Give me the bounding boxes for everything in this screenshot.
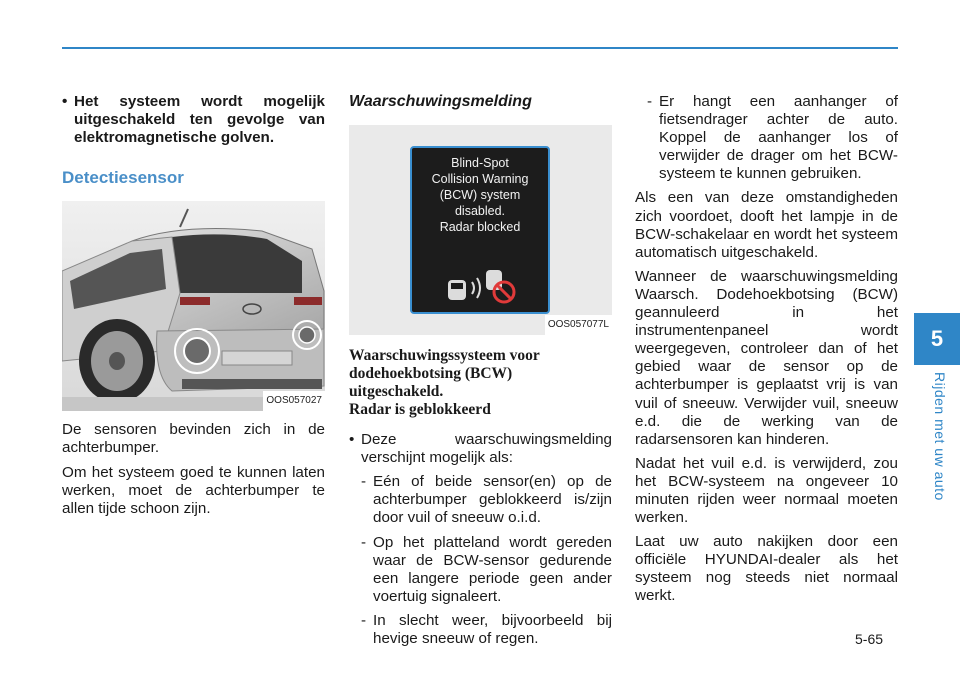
column-right [635,93,898,612]
column-middle [349,93,612,654]
column-left [62,93,325,524]
paragraph-keep-clean: Om het systeem goed te kunnen laten werken, moet de achterbumper te allen tijde schoon zijn. [62,463,325,517]
bcw-disabled-heading: Waarschuwingssysteem voor dodehoekbotsing (BCW) uitgeschakeld. Radar is geblokkeerd [349,347,540,419]
dash-item-countryside: - Op het platteland wordt gereden waar de BCW-sensor gedurende een langere periode geen ander voertuig signaleert. [361,533,612,605]
figure-code: OOS057027 [263,391,325,411]
paragraph-sensor-location: De sensoren bevinden zich in de achterbumper. [62,421,325,457]
cluster-warning-screen [410,146,550,314]
dash-item-bad-weather: - In slecht weer, bijvoorbeeld bij hevige sneeuw of regen. [361,611,612,648]
figure-code: OOS057077L [545,315,612,335]
chapter-tab: 5 [914,313,960,365]
sensor-figure [62,201,325,411]
paragraph-resume: Nadat het vuil e.d. is verwijderd, zou het BCW-systeem na ongeveer 10 minuten rijden weer normaal moeten werken. [635,454,898,527]
section-heading-detectiesensor: Detectiesensor [62,168,184,188]
paragraph-dealer: Laat uw auto nakijken door een officiële HYUNDAI-dealer als het systeem nog steeds niet normaal werkt. [635,533,898,605]
bcw-blocked-icon [442,266,522,306]
top-rule [62,47,898,49]
section-heading-waarschuwing: Waarschuwingsmelding [349,93,532,110]
warning-figure [349,125,612,335]
paragraph-auto-disable: Als een van deze omstandigheden zich voordoet, dooft het lampje in de BCW-schakelaar en wordt het systeem automatisch uitgeschakeld. [635,189,898,261]
bullet-em-waves: • Het systeem wordt mogelijk uitgeschakeld ten gevolge van elektromagnetische golven. [62,93,325,147]
chapter-title: Rijden met uw auto [932,372,948,501]
page-number: 5-65 [855,631,884,647]
dash-item-sensor-blocked: - Eén of beide sensor(en) op de achterbumper geblokkeerd is/zijn door vuil of sneeuw o.i.d. [361,473,612,527]
car-rear-illustration [62,201,325,411]
dash-item-trailer: - Er hangt een aanhanger of fietsendrager achter de auto. Koppel de aanhanger los of verwijder de drager om het BCW-systeem te kunnen gebruiken. [647,93,898,183]
bullet-text: Het systeem wordt mogelijk uitgeschakeld ten gevolge van elektromagnetische golven. [74,93,325,147]
bullet-text: Deze waarschuwingsmelding verschijnt mogelijk als: [361,431,612,467]
bullet-conditions: • Deze waarschuwingsmelding verschijnt mogelijk als: [349,431,612,467]
paragraph-check-sensor: Wanneer de waarschuwingsmelding Waarsch. Dodehoekbotsing (BCW) geannuleerd in het instrumentenpaneel wordt weergegeven, controleer dan of het gebied waar de sensor op de achterbumper is geplaatst vrij is van vuil of sneeuw. Verwijder vuil, sneeuw e.d. die de werking van de radarsensoren kan hinderen. [635,267,898,448]
warning-screen-text: Blind-Spot Collision Warning (BCW) system disabled. Radar blocked [431,156,529,235]
